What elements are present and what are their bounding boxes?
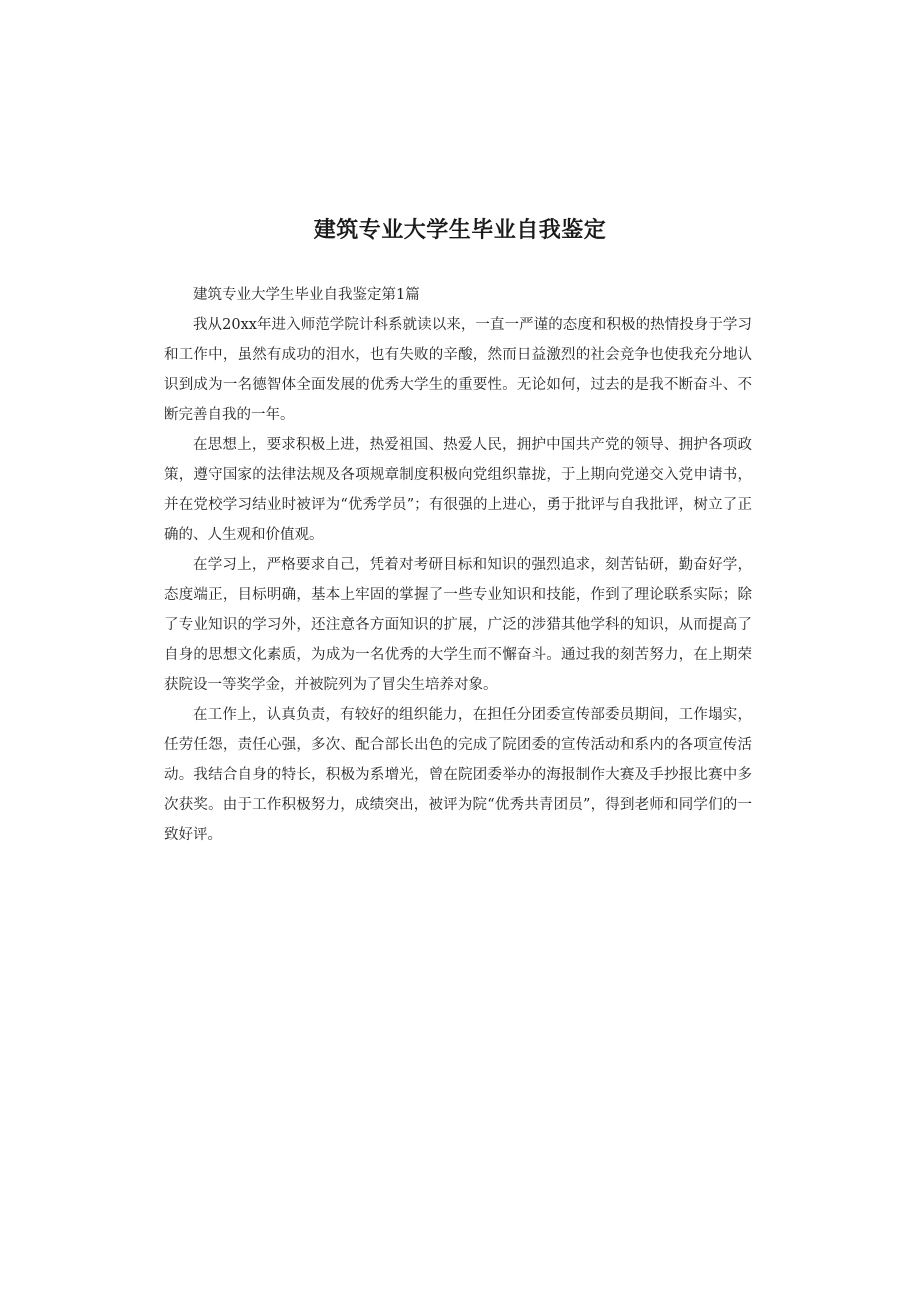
document-title: 建筑专业大学生毕业自我鉴定 xyxy=(313,218,607,243)
paragraph-study: 在学习上，严格要求自己，凭着对考研目标和知识的强烈追求，刻苦钻研，勤奋好学，态度端正，目标明确，基本上牢固的掌握了一些专业知识和技能，作到了理论联系实际；除了专业知识的学习外，还注意各方面知识的扩展，广泛的涉猎其他学科的知识，从而提高了自身的思想文化素质，为成为一名优秀的大学生而不懈奋斗。通过我的刻苦努力，在上期荣获院设一等奖学金，并被院列为了冒尖生培养对象。 xyxy=(164,557,752,693)
paragraph-work: 在工作上，认真负责，有较好的组织能力，在担任分团委宣传部委员期间，工作塌实，任劳任怨，责任心强，多次、配合部长出色的完成了院团委的宣传活动和系内的各项宣传活动。我结合自身的特长，积极为系增光，曾在院团委举办的海报制作大赛及手抄报比赛中多次获奖。由于工作积极努力，成绩突出，被评为院“优秀共青团员”，得到老师和同学们的一致好评。 xyxy=(164,707,752,843)
document-body xyxy=(164,280,752,850)
paragraph-ideology: 在思想上，要求积极上进，热爱祖国、热爱人民，拥护中国共产党的领导、拥护各项政策，遵守国家的法律法规及各项规章制度积极向党组织靠拢，于上期向党递交入党申请书，并在党校学习结业时被评为“优秀学员”；有很强的上进心，勇于批评与自我批评，树立了正确的、人生观和价值观。 xyxy=(164,437,752,543)
paragraph-intro: 我从20xx年进入师范学院计科系就读以来，一直一严谨的态度和积极的热情投身于学习和工作中，虽然有成功的泪水，也有失败的辛酸，然而日益激烈的社会竞争也使我充分地认识到成为一名德智体全面发展的优秀大学生的重要性。无论如何，过去的是我不断奋斗、不断完善自我的一年。 xyxy=(164,317,752,423)
section-heading: 建筑专业大学生毕业自我鉴定第1篇 xyxy=(193,287,420,303)
